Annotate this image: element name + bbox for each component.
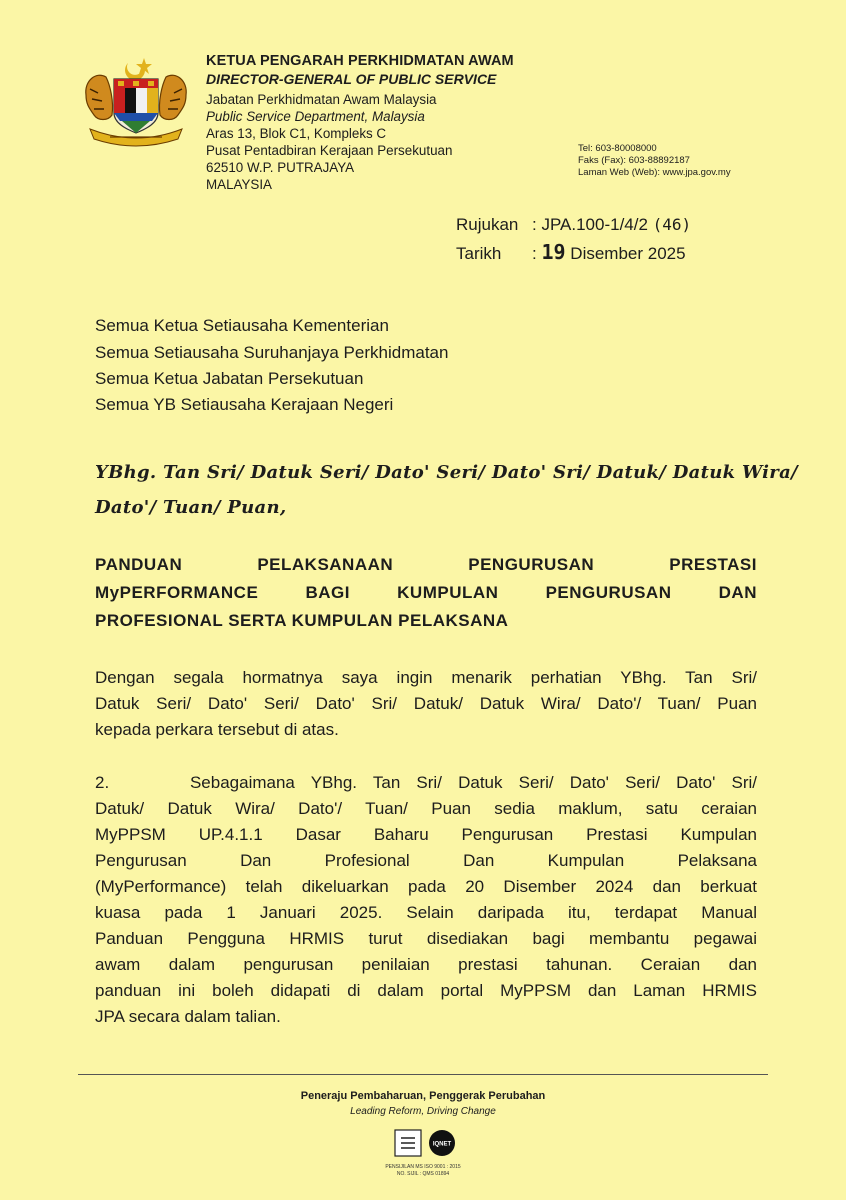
cert-text-line: PENSIJILAN MS ISO 9001 : 2015 (385, 1164, 461, 1170)
paragraph-line: Pengurusan Dan Profesional Dan Kumpulan Pelaksana (95, 851, 757, 870)
paragraph-line: 2. Sebagaimana YBhg. Tan Sri/ Datuk Seri/ Dato' Seri/ Dato' Sri/ (95, 773, 757, 792)
salutation-line: Dato'/ Tuan/ Puan, (95, 497, 287, 518)
paragraph-line: JPA secara dalam talian. (95, 1007, 281, 1026)
subject-line: PANDUAN PELAKSANAAN PENGURUSAN PRESTASI (95, 555, 757, 574)
paragraph-line: Datuk Seri/ Dato' Seri/ Dato' Sri/ Datuk/ Datuk Wira/ Dato'/ Tuan/ Puan (95, 694, 757, 713)
footer-motto: Peneraju Pembaharuan, Penggerak Perubahan (300, 1090, 546, 1102)
date-label: Tarikh (456, 244, 502, 263)
recipient-line: Semua Ketua Jabatan Persekutuan (95, 369, 364, 388)
contact-fax: Faks (Fax): 603-88892187 (578, 155, 690, 166)
paragraph-line: MyPPSM UP.4.1.1 Dasar Baharu Pengurusan Prestasi Kumpulan (95, 825, 757, 844)
subject-line: PROFESIONAL SERTA KUMPULAN PELAKSANA (95, 611, 509, 630)
iqnet-label: IQNET (432, 1141, 452, 1148)
subject-line: MyPERFORMANCE BAGI KUMPULAN PENGURUSAN DAN (95, 583, 757, 602)
paragraph-line: kepada perkara tersebut di atas. (95, 720, 339, 739)
reference-handwritten: (46) (652, 215, 692, 234)
address-line: Pusat Pentadbiran Kerajaan Persekutuan (206, 143, 453, 158)
paragraph-line: awam dalam pengurusan penilaian prestasi tahunan. Ceraian dan (95, 955, 757, 974)
reference-value: : JPA.100-1/4/2 (532, 215, 648, 234)
address-line: Jabatan Perkhidmatan Awam Malaysia (206, 92, 437, 107)
paragraph-line: panduan ini boleh didapati di dalam portal MyPPSM dan Laman HRMIS (95, 981, 757, 1000)
salutation-line: YBhg. Tan Sri/ Datuk Seri/ Dato' Seri/ Dato' Sri/ Datuk/ Datuk Wira/ (95, 462, 798, 483)
cert-text (0, 1164, 846, 1178)
contact-tel: Tel: 603-80008000 (578, 143, 657, 154)
paragraph-line: Dengan segala hormatnya saya ingin menarik perhatian YBhg. Tan Sri/ (95, 668, 757, 687)
date-rest: Disember 2025 (570, 244, 686, 263)
address-line: Public Service Department, Malaysia (206, 109, 425, 124)
coat-of-arms-icon (80, 55, 192, 147)
recipient-line: Semua Ketua Setiausaha Kementerian (95, 316, 389, 335)
iqnet-cert-icon (427, 1128, 457, 1158)
address-line: Aras 13, Blok C1, Kompleks C (206, 126, 387, 141)
address-line: 62510 W.P. PUTRAJAYA (206, 160, 355, 175)
paragraph-2 (95, 770, 757, 1030)
recipient-line: Semua Setiausaha Suruhanjaya Perkhidmatan (95, 343, 449, 362)
recipient-line: Semua YB Setiausaha Kerajaan Negeri (95, 395, 394, 414)
reference-line (456, 215, 691, 235)
letterhead-title: KETUA PENGARAH PERKHIDMATAN AWAM (206, 53, 514, 69)
paragraph-line: Panduan Pengguna HRMIS turut disediakan bagi membantu pegawai (95, 929, 757, 948)
paragraph-line: kuasa pada 1 Januari 2025. Selain daripada itu, terdapat Manual (95, 903, 757, 922)
iso-cert-icon (393, 1128, 423, 1158)
footer-motto-en: Leading Reform, Driving Change (350, 1106, 496, 1117)
letterhead-title-en: DIRECTOR-GENERAL OF PUBLIC SERVICE (206, 71, 497, 87)
date-day-handwritten: 19 (541, 240, 566, 264)
contact-web[interactable]: Laman Web (Web): www.jpa.gov.my (578, 167, 731, 178)
cert-text-line: NO. SIJIL : QMS 01894 (396, 1171, 450, 1177)
date-line (456, 240, 686, 264)
paragraph-line: (MyPerformance) telah dikeluarkan pada 20 Disember 2024 dan berkuat (95, 877, 757, 896)
address-line: MALAYSIA (206, 177, 272, 192)
reference-label: Rujukan (456, 215, 519, 234)
paragraph-line: Datuk/ Datuk Wira/ Dato'/ Tuan/ Puan sedia maklum, satu ceraian (95, 799, 757, 818)
footer-divider (78, 1074, 768, 1075)
date-colon: : (532, 244, 537, 263)
paragraph-1 (95, 665, 757, 743)
